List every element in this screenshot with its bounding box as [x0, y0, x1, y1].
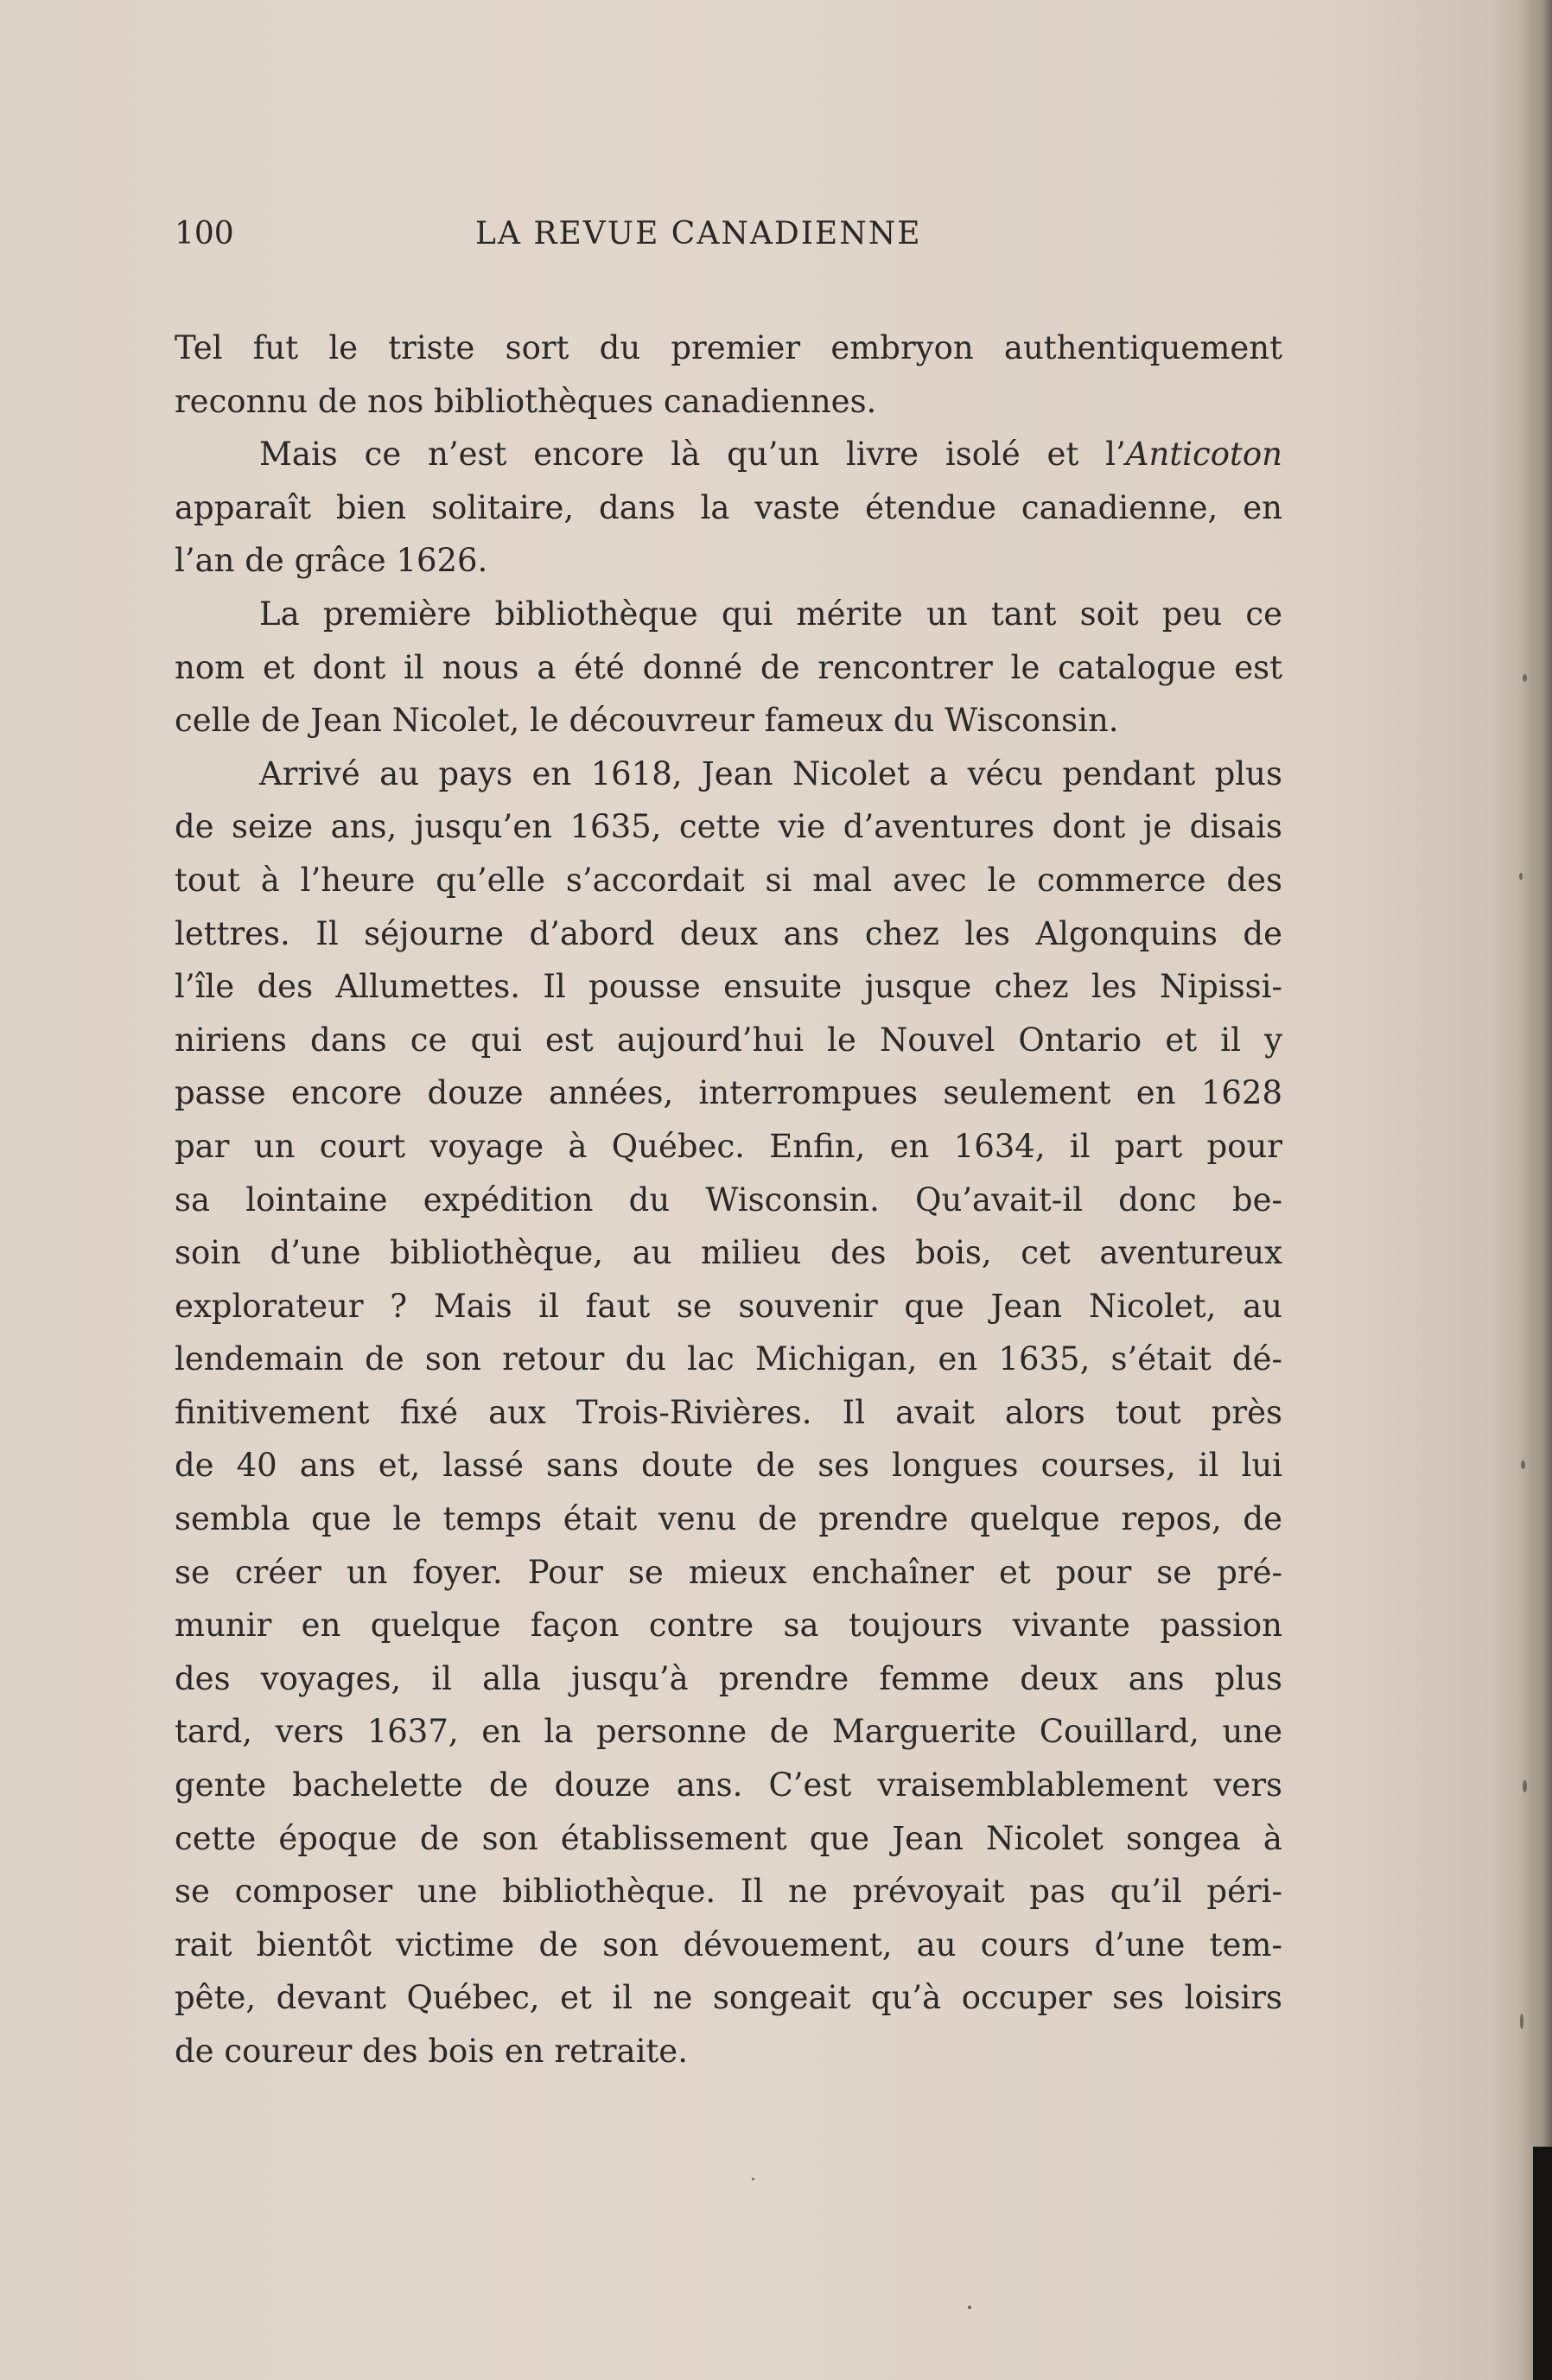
- text-line: l’an de grâce 1626.: [175, 542, 488, 580]
- text-line: Tel fut le triste sort du premier embryon authentiquement: [175, 329, 1282, 366]
- text-line: gente bachelette de douze ans. C’est vraisemblablement vers: [175, 1766, 1282, 1804]
- paper-speck: [1523, 674, 1527, 682]
- text-line: celle de Jean Nicolet, le découvreur fameux du Wisconsin.: [175, 702, 1119, 740]
- text-line: niriens dans ce qui est aujourd’hui le Nouvel Ontario et il y: [175, 1021, 1282, 1059]
- text-line: cette époque de son établissement que Jean Nicolet songea à: [175, 1819, 1282, 1857]
- text-line: rait bientôt victime de son dévouement, au cours d’une tem-: [175, 1925, 1282, 1963]
- text-line: sa lointaine expédition du Wisconsin. Qu’avait-il donc be-: [175, 1180, 1282, 1219]
- paper-speck: [1521, 1460, 1525, 1469]
- text-line: sembla que le temps était venu de prendre quelque repos, de: [175, 1500, 1282, 1538]
- text-line: pête, devant Québec, et il ne songeait qu’à occuper ses loisirs: [175, 1979, 1282, 2017]
- text-line: se créer un foyer. Pour se mieux enchaîner et pour se pré-: [175, 1553, 1282, 1591]
- text-line: lettres. Il séjourne d’abord deux ans chez les Algonquins de: [175, 914, 1282, 952]
- text-line: finitivement fixé aux Trois-Rivières. Il avait alors tout près: [175, 1393, 1282, 1431]
- text-line: passe encore douze années, interrompues seulement en 1628: [175, 1074, 1282, 1112]
- text-line: explorateur ? Mais il faut se souvenir que Jean Nicolet, au: [175, 1287, 1282, 1325]
- paper-speck: [752, 2178, 754, 2180]
- text-line-segment: Mais ce n’est encore là qu’un livre isolé et l’: [259, 436, 1126, 474]
- text-line: de 40 ans et, lassé sans doute de ses longues courses, il lui: [175, 1447, 1282, 1485]
- text-line: de seize ans, jusqu’en 1635, cette vie d’aventures dont je disais: [175, 808, 1282, 846]
- text-line: tout à l’heure qu’elle s’accordait si mal avec le commerce des: [175, 861, 1282, 899]
- text-line: reconnu de nos bibliothèques canadiennes.: [175, 382, 877, 420]
- running-title: LA REVUE CANADIENNE: [475, 216, 922, 251]
- text-line: tard, vers 1637, en la personne de Marguerite Couillard, une: [175, 1713, 1282, 1751]
- paragraph: [175, 428, 1282, 588]
- text-line: se composer une bibliothèque. Il ne prévoyait pas qu’il péri-: [175, 1873, 1282, 1911]
- paragraph: [175, 588, 1282, 748]
- paper-speck: [1519, 873, 1523, 880]
- text-line: lendemain de son retour du lac Michigan, en 1635, s’était dé-: [175, 1340, 1282, 1378]
- text-line: munir en quelque façon contre sa toujours vivante passion: [175, 1607, 1282, 1645]
- paragraph: [175, 321, 1282, 428]
- page-header: [175, 216, 1298, 259]
- text-line: des voyages, il alla jusqu’à prendre femme deux ans plus: [175, 1659, 1282, 1697]
- text-line: [175, 428, 1282, 481]
- text-line: soin d’une bibliothèque, au milieu des bois, cet aventureux: [175, 1234, 1282, 1272]
- paper-speck: [1520, 2014, 1523, 2029]
- text-line: Arrivé au pays en 1618, Jean Nicolet a vécu pendant plus: [259, 754, 1282, 792]
- scan-border: [1533, 2147, 1552, 2380]
- page-edge-shadow: [1519, 0, 1552, 2380]
- text-line: nom et dont il nous a été donné de rencontrer le catalogue est: [175, 648, 1282, 686]
- paper-speck: [1523, 1780, 1527, 1792]
- text-line: La première bibliothèque qui mérite un tant soit peu ce: [259, 595, 1282, 633]
- italic-title: Anticoton: [1125, 436, 1282, 474]
- text-line: apparaît bien solitaire, dans la vaste étendue canadienne, en: [175, 488, 1282, 526]
- text-line: l’île des Allumettes. Il pousse ensuite jusque chez les Nipissi-: [175, 968, 1282, 1006]
- paper-speck: [968, 2306, 971, 2309]
- text-line: de coureur des bois en retraite.: [175, 2033, 688, 2070]
- text-line: par un court voyage à Québec. Enfin, en 1634, il part pour: [175, 1127, 1282, 1165]
- body-text: [175, 321, 1282, 2078]
- paragraph: [175, 748, 1282, 2078]
- page-number: 100: [175, 216, 234, 251]
